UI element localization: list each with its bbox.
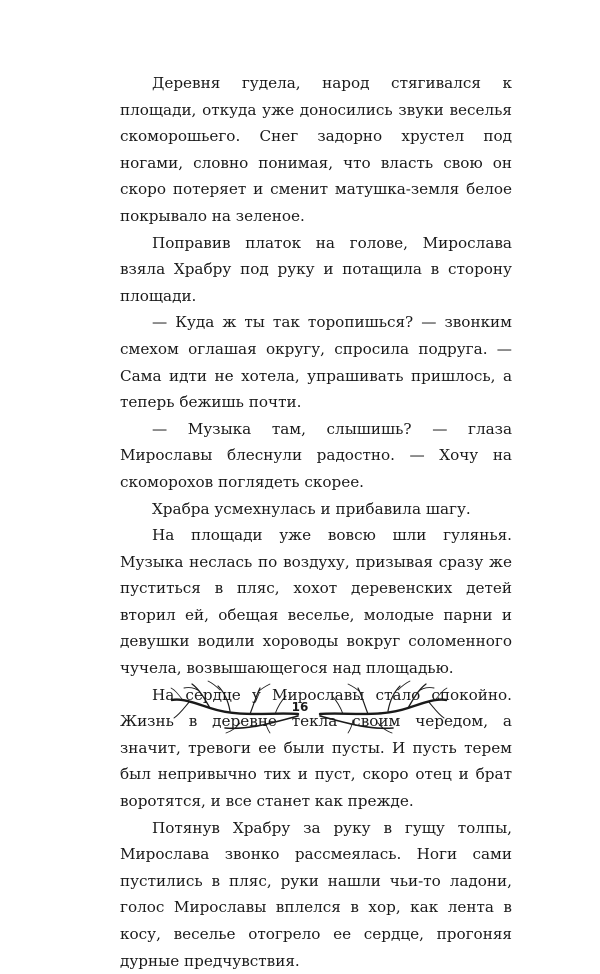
paragraph: Поправив платок на голове, Мирослава взяла Храбру под руку и потащила в сторону площади. xyxy=(120,233,512,305)
page-body-text xyxy=(120,70,512,974)
page-footer xyxy=(0,678,600,738)
branch-ornament-right-icon xyxy=(318,678,448,734)
page-number: 16 xyxy=(291,700,309,714)
paragraph: — Музыка там, слышишь? — глаза Мирославы блеснули радостно. — Хочу на скоморохов поглядеть скорее. xyxy=(120,419,512,491)
paragraph: На сердце у Мирославы стало спокойно. Жизнь в деревне текла своим чередом, а значит, тревоги ее были пусты. И пусть терем был непривычно тих и пуст, скоро отец и брат воротятся, и все станет как прежде. xyxy=(120,685,512,811)
paragraph: Потянув Храбру за руку в гущу толпы, Мирослава звонко рассмеялась. Ноги сами пустились в пляс, руки нашли чьи-то ладони, голос Мирославы вплелся в хор, как лента в косу, веселье отогрело ее сердце, прогоняя дурные предчувствия. xyxy=(120,818,512,970)
paragraph: Храбра усмехнулась и прибавила шагу. xyxy=(152,499,471,518)
paragraph: — Куда ж ты так торопишься? — звонким смехом оглашая округу, спросила подруга. — Сама идти не хотела, упрашивать пришлось, а теперь бежишь почти. xyxy=(120,313,512,412)
paragraph: На площади уже вовсю шли гулянья. Музыка неслась по воздуху, призывая сразу же пуститься в пляс, хохот деревенских детей вторил ей, обещая веселье, молодые парни и девушки водили хороводы вокруг соломенного чучела, возвышающегося над площадью. xyxy=(120,526,512,678)
paragraph: Деревня гудела, народ стягивался к площади, откуда уже доносились звуки веселья скоморошьего. Снег задорно хрустел под ногами, словно понимая, что власть свою он скоро потеряет и сменит матушка-земля белое покрывало на зеленое. xyxy=(120,74,512,225)
